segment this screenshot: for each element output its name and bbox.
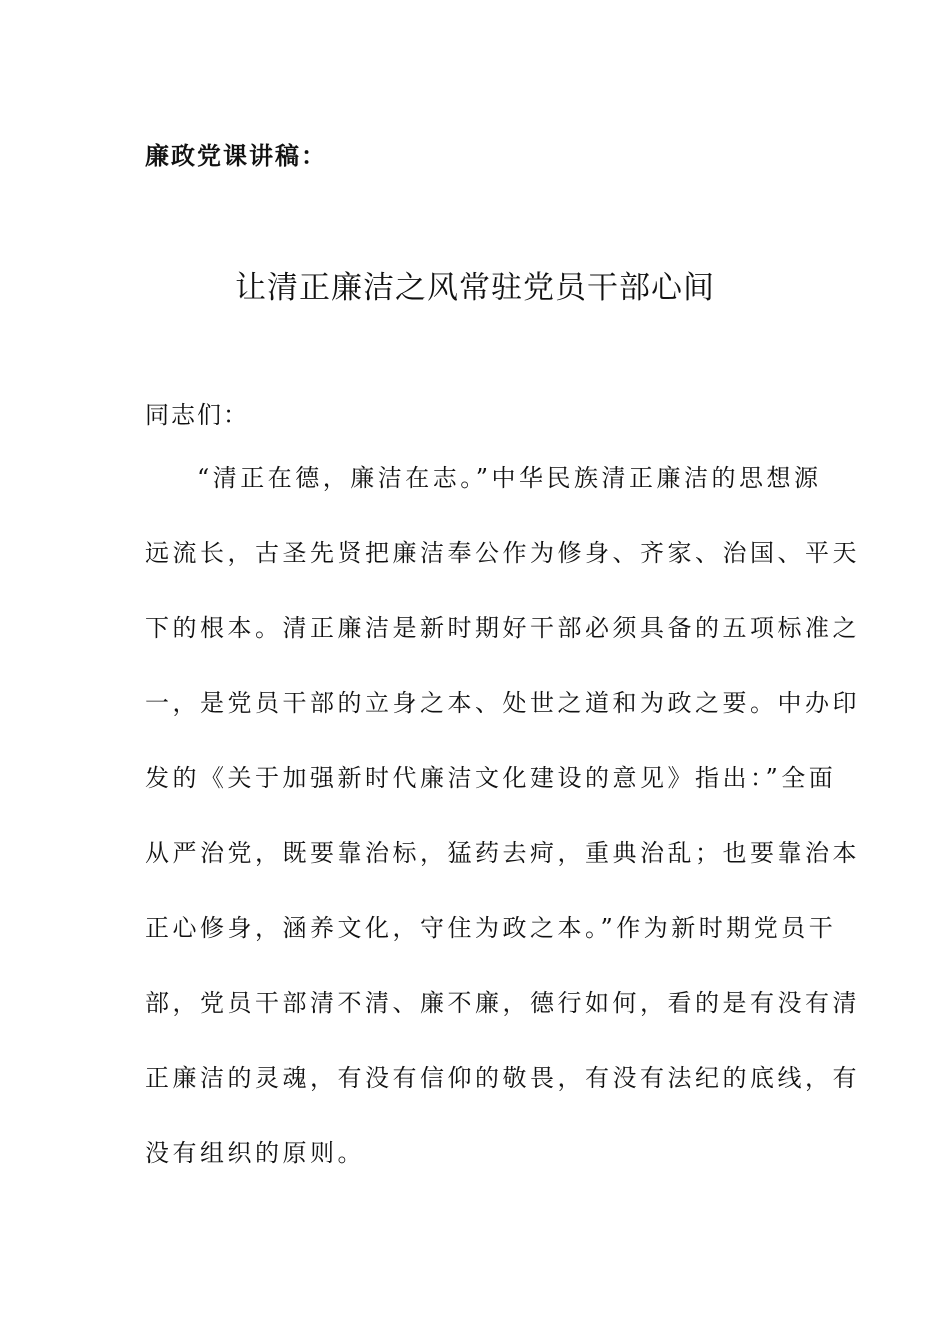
- paragraph-line: “清正在德，廉洁在志。”中华民族清正廉洁的思想源: [197, 464, 822, 492]
- paragraph-line: 下的根本。清正廉洁是新时期好干部必须具备的五项标准之: [145, 614, 860, 642]
- paragraph-line: 从严治党，既要靠治标，猛药去疴，重典治乱；也要靠治本: [145, 839, 860, 867]
- paragraph-line: 没有组织的原则。: [145, 1139, 365, 1167]
- paragraph-line: 发的《关于加强新时代廉洁文化建设的意见》指出：”全面: [145, 764, 837, 792]
- paragraph-line: 部，党员干部清不清、廉不廉，德行如何，看的是有没有清: [145, 989, 860, 1017]
- salutation: 同志们：: [145, 401, 249, 429]
- paragraph-line: 远流长，古圣先贤把廉洁奉公作为修身、齐家、治国、平天: [145, 539, 860, 567]
- speech-label: 廉政党课讲稿：: [145, 141, 327, 170]
- paragraph-line: 一，是党员干部的立身之本、处世之道和为政之要。中办印: [145, 689, 860, 717]
- body-paragraph: [145, 458, 860, 1208]
- document-title: 让清正廉洁之风常驻党员干部心间: [235, 270, 715, 306]
- paragraph-line: 正廉洁的灵魂，有没有信仰的敬畏，有没有法纪的底线，有: [145, 1064, 860, 1092]
- paragraph-line: 正心修身，涵养文化，守住为政之本。”作为新时期党员干: [145, 914, 837, 942]
